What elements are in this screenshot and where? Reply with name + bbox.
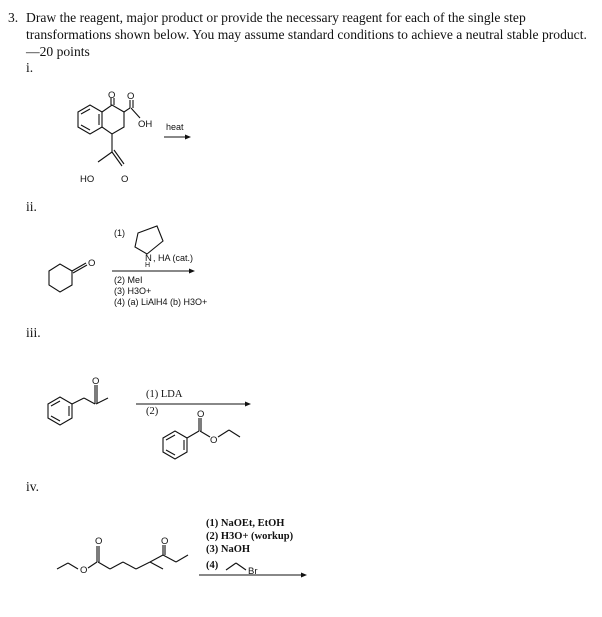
part-i-atom-o2: O <box>127 91 135 102</box>
part-iv-atom-br: Br <box>248 566 258 577</box>
part-i-atom-o3: O <box>121 174 129 185</box>
part-iii-step2: (2) <box>146 406 159 417</box>
part-ii-step1-number: (1) <box>114 228 125 238</box>
part-iv-step4: (4) <box>206 560 219 571</box>
part-ii-atom-h: H <box>145 262 151 269</box>
part-iii-label: iii. <box>26 325 41 340</box>
part-ii-atom-n: N <box>145 253 152 264</box>
part-ii-label: ii. <box>26 199 37 214</box>
part-iv-atom-o2: O <box>95 536 103 547</box>
part-iv-step2: (2) H3O+ (workup) <box>206 531 294 542</box>
part-i-atom-o1: O <box>108 90 116 101</box>
part-i-label: i. <box>26 60 34 75</box>
part-i-atom-oh: OH <box>138 119 153 130</box>
part-i-condition-heat: heat <box>166 122 184 132</box>
part-iii-atom-o2: O <box>197 409 205 420</box>
part-ii-step4: (4) (a) LiAlH4 (b) H3O+ <box>114 297 208 307</box>
question-instructions: Draw the reagent, major product or provide the necessary reagent for each of the single step transformations shown below. You may assume standard conditions to achieve a neutral stable product.—20 points <box>26 10 587 59</box>
part-iv-atom-o3: O <box>161 536 169 547</box>
part-ii-atom-o: O <box>88 258 96 269</box>
part-iv-step3: (3) NaOH <box>206 544 251 555</box>
part-ii-step1-reagent: , HA (cat.) <box>153 253 194 263</box>
part-iv-atom-o1: O <box>80 565 88 576</box>
part-ii-step3: (3) H3O+ <box>114 286 152 296</box>
part-iv-step1: (1) NaOEt, EtOH <box>206 518 285 529</box>
part-iv-label: iv. <box>26 479 39 494</box>
part-iii-atom-o3: O <box>210 435 218 446</box>
part-iii-atom-o1: O <box>92 376 100 387</box>
part-iii-step1: (1) LDA <box>146 389 183 400</box>
question-number: 3. <box>8 10 19 25</box>
part-i-atom-ho: HO <box>80 174 95 185</box>
part-ii-step2: (2) MeI <box>114 275 143 285</box>
